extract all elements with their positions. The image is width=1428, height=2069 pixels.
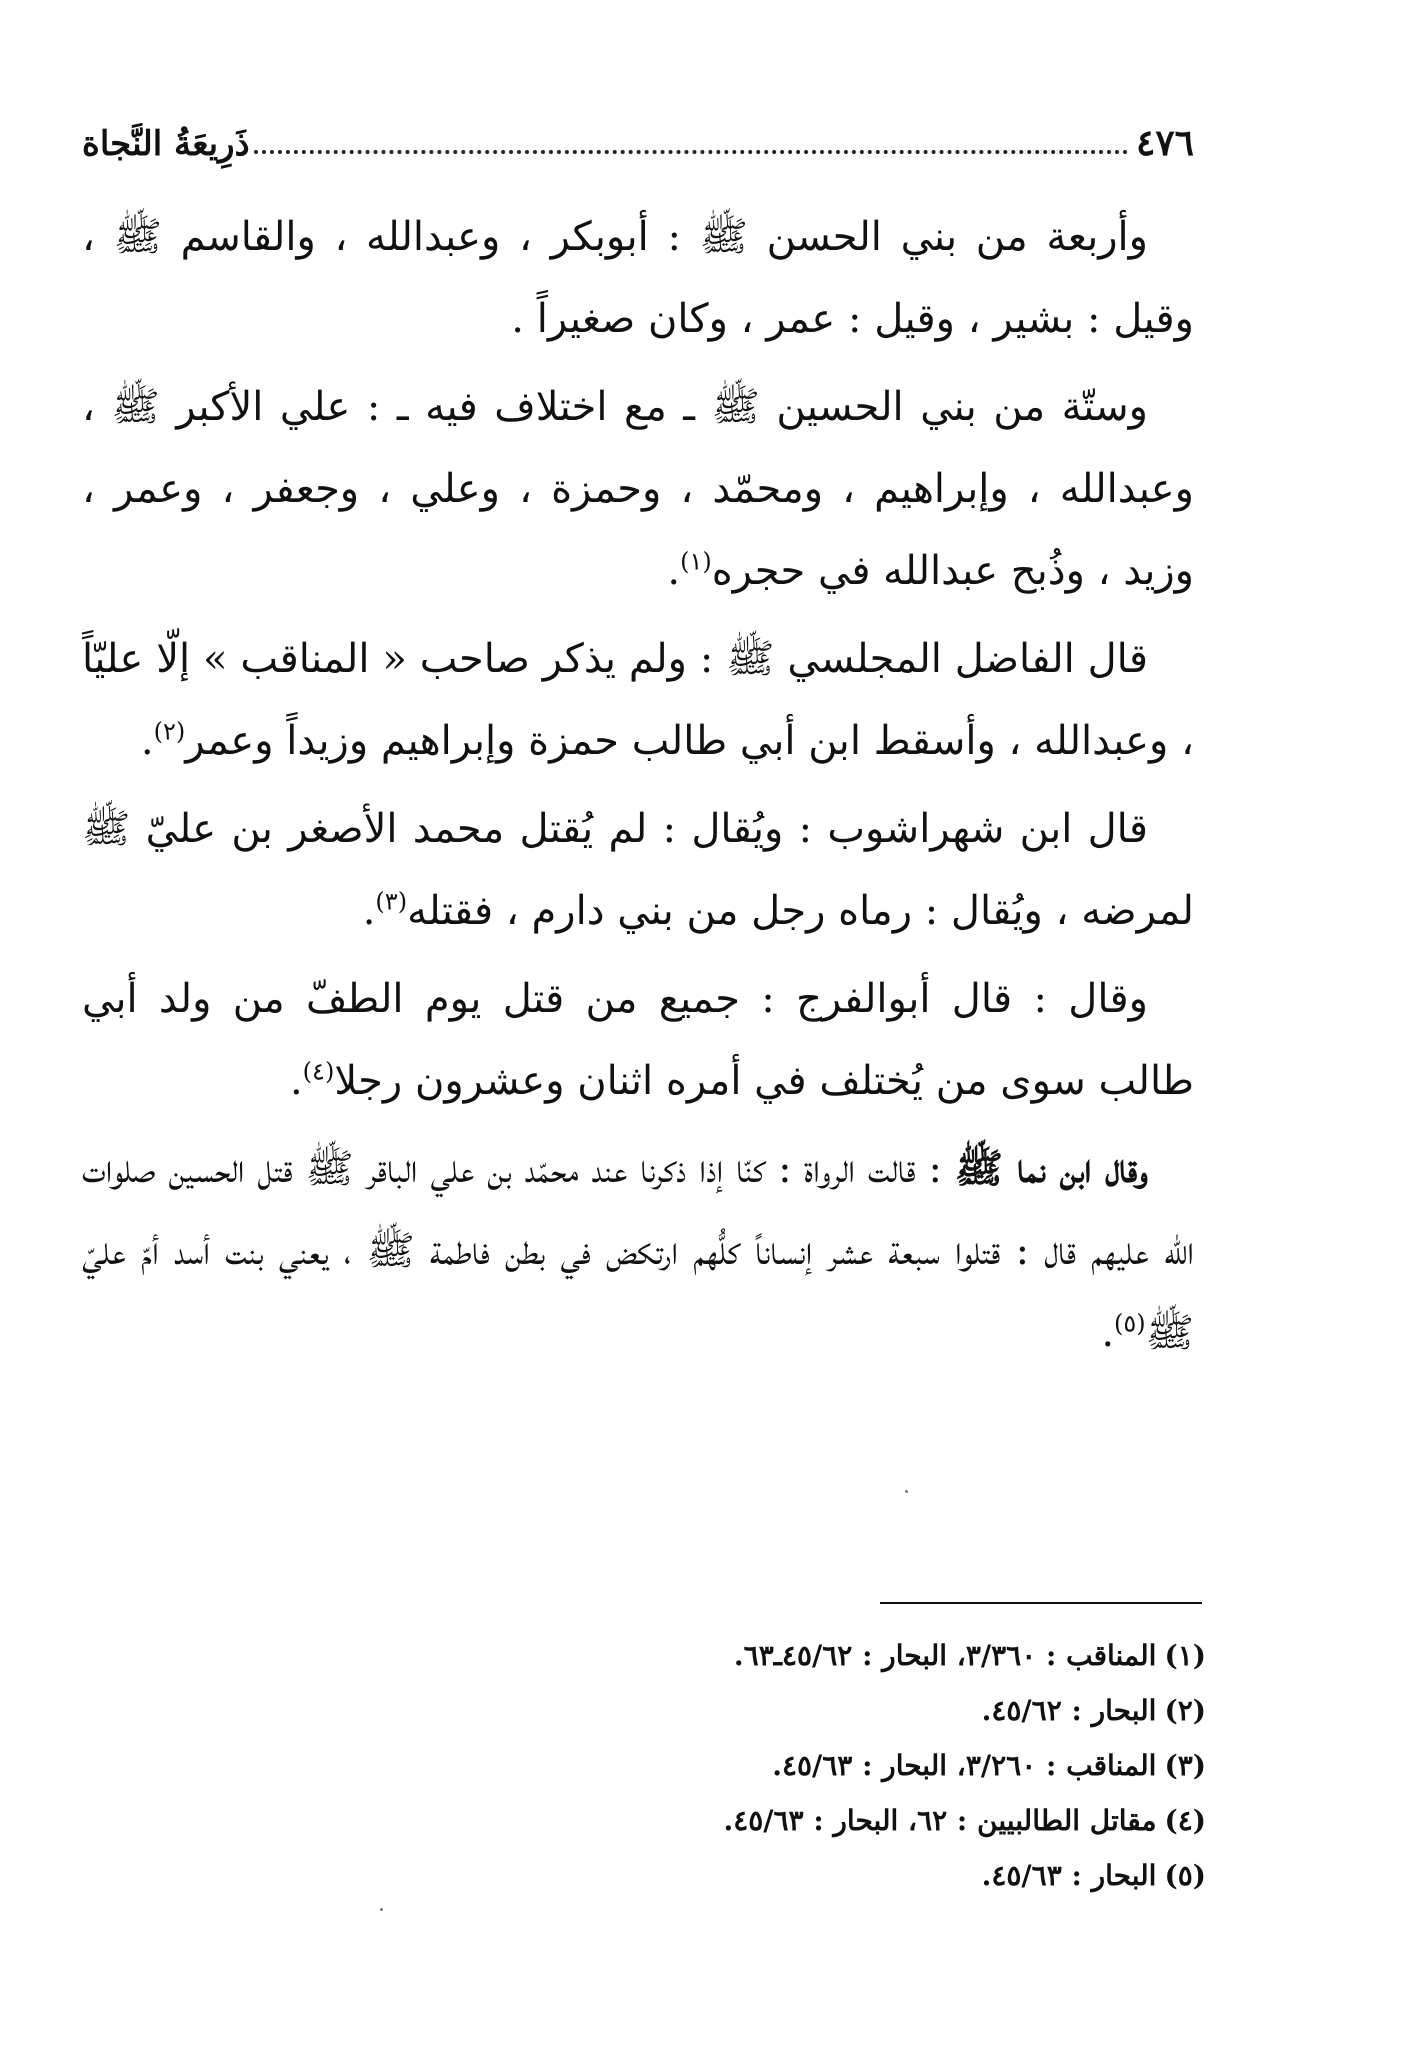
book-title: ذَرِيعَةُ النَّجاة: [82, 124, 250, 164]
footnote-number: (١): [1164, 1639, 1206, 1672]
paragraph-text: : قالت الرواة : كنّا إذا ذكرنا عند محمّد بن علي الباقر ﷺ قتل الحسين صلوات الله عليهم قال : قتلوا سبعة عشر إنساناً كلُّهم ارتكض في بطن فاطمة ﷺ ، يعني بنت أسد أمّ عليّ ﷺ: [82, 1146, 1194, 1356]
footnotes: [300, 1628, 1206, 1903]
footnote: [300, 1793, 1206, 1848]
footnote-reference[interactable]: (٣): [375, 887, 408, 916]
scan-speck: [905, 1490, 908, 1493]
footnote-number: (٢): [1164, 1694, 1206, 1727]
paragraph-text: قال الفاضل المجلسي ﷺ : ولم يذكر صاحب « المناقب » إلّا عليّاً ، وعبدالله ، وأسقط ابن أبي طالب حمزة وإبراهيم وزيداً وعمر: [82, 636, 1194, 764]
speaker-name: وقال ابن نما ﷺ: [954, 1145, 1148, 1192]
footnote-reference[interactable]: (٢): [153, 717, 186, 746]
footnote-reference[interactable]: (٥): [1114, 1309, 1146, 1338]
footnote-text: المناقب : ٣/٢٦٠، البحار : ٤٥/٦٣.: [772, 1749, 1157, 1782]
footnote: [300, 1738, 1206, 1793]
footnote-text: مقاتل الطالبيين : ٦٢، البحار : ٤٥/٦٣.: [723, 1804, 1157, 1837]
paragraph-text: وستّة من بني الحسين ﷺ ـ مع اختلاف فيه ـ : علي الأكبر ﷺ ، وعبدالله ، وإبراهيم ، ومحمّد ، وحمزة ، وعلي ، وجعفر ، وعمر ، وزيد ، وذُبح عبدالله في حجره: [82, 384, 1194, 594]
paragraph: [82, 1128, 1194, 1374]
running-header: [82, 108, 1194, 164]
footnote-number: (٤): [1164, 1804, 1206, 1837]
paragraph: [82, 958, 1194, 1122]
paragraph-text: وأربعة من بني الحسن ﷺ : أبوبكر ، وعبدالله ، والقاسم ﷺ ، وقيل : بشير ، وقيل : عمر ، وكان صغيراً .: [82, 214, 1194, 342]
paragraph: [82, 366, 1194, 612]
footnote: [300, 1848, 1206, 1903]
footnote-text: المناقب : ٣/٣٦٠، البحار : ٤٥/٦٢ـ٦٣.: [733, 1639, 1157, 1672]
footnote-separator: [880, 1602, 1202, 1604]
paragraph-end: .: [1101, 1310, 1115, 1356]
paragraph-text: قال ابن شهراشوب : ويُقال : لم يُقتل محمد الأصغر بن عليّ ﷺ لمرضه ، ويُقال : رماه رجل من بني دارم ، فقتله: [82, 806, 1194, 934]
footnote-text: البحار : ٤٥/٦٣.: [981, 1859, 1157, 1892]
header-dot-leader: [254, 150, 1128, 154]
paragraph-end: .: [140, 718, 154, 764]
footnote: [300, 1683, 1206, 1738]
paragraph: [82, 788, 1194, 952]
footnote: [300, 1628, 1206, 1683]
footnote-reference[interactable]: (٤): [302, 1057, 335, 1086]
paragraph-end: .: [667, 548, 681, 594]
paragraph: [82, 196, 1194, 360]
footnote-number: (٣): [1164, 1749, 1206, 1782]
paragraph-end: .: [289, 1058, 303, 1104]
page-number: ٤٧٦: [1135, 122, 1194, 164]
footnote-text: البحار : ٤٥/٦٢.: [981, 1694, 1157, 1727]
paragraph: [82, 618, 1194, 782]
body-text: [82, 196, 1194, 1380]
footnote-reference[interactable]: (١): [680, 547, 712, 576]
paragraph-end: .: [362, 888, 376, 934]
paragraph-text: وقال : قال أبوالفرج : جميع من قتل يوم الطفّ من ولد أبي طالب سوى من يُختلف في أمره اثنان وعشرون رجلا: [82, 976, 1194, 1104]
footnote-number: (٥): [1164, 1859, 1206, 1892]
scan-speck: [380, 1908, 383, 1911]
